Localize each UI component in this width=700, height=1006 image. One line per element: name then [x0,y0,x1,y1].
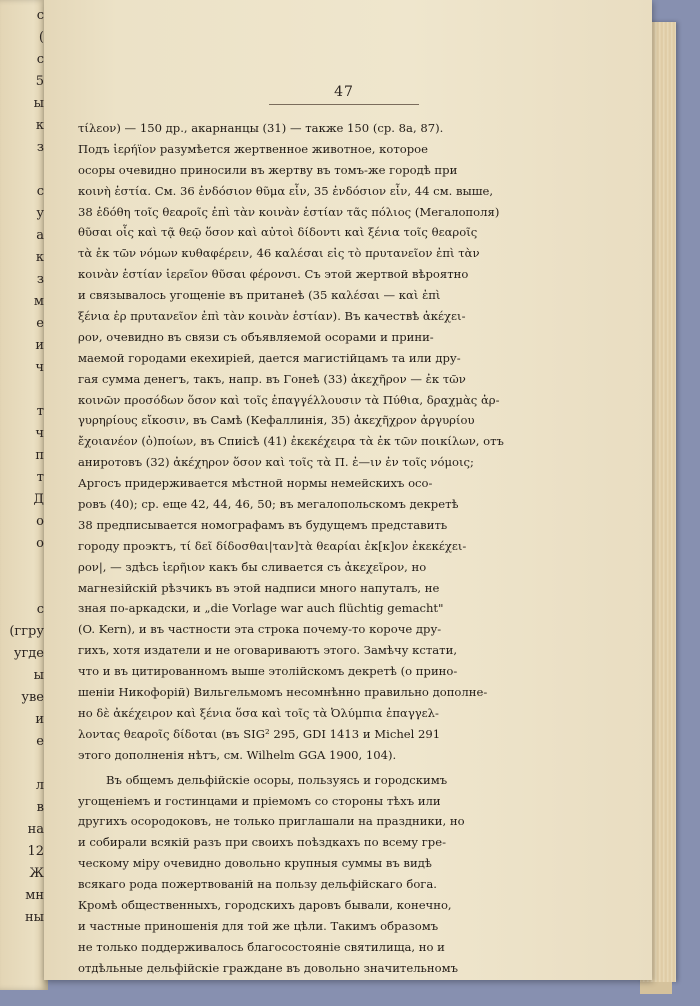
left-page-fragment: е [36,316,44,331]
text-line: отдѣльные дельфійскіе граждане въ довольно значительномъ [78,960,458,975]
text-line: 38 предписывается номографамъ въ будущемъ представить [78,517,448,532]
left-facing-page [0,0,48,990]
text-line: ξένια ἐρ πρυτανεῖον ἐπὶ τὰν κοινὰν ἑστίαν). Въ качествѣ ἀκέχει- [78,309,466,324]
left-page-fragment: з [36,272,44,287]
text-line: но δὲ ἀκέχειρον καὶ ξένια ὅσα καὶ τοῖς τὰ Ὀλύμπια ἐπαγγελ- [78,705,439,720]
left-page-fragment: м [33,294,44,309]
text-line: всякаго рода пожертвованій на пользу дельфійскаго бога. [78,877,437,892]
main-page [44,0,652,980]
left-page-fragment: к [35,118,44,133]
left-page-fragment: о [36,536,44,551]
text-line: ровъ (40); ср. еще 42, 44, 46, 50; въ мегалопольскомъ декретѣ [78,497,459,512]
left-page-fragment: к [35,250,44,265]
left-page-fragment: ( [38,30,44,45]
left-page-fragment: в [36,800,44,815]
text-line: (O. Kern), и въ частности эта строка почему-то короче дру- [78,622,442,637]
left-page-fragment: Ж [29,866,44,881]
text-line: κοινῶν προσόδων ὅσον καὶ τοῖς ἐπαγγέλλουσιν τὰ Πύθια, δραχμὰς ἀρ- [78,392,500,407]
page-number: 47 [334,84,354,100]
text-line: угощеніемъ и гостинцами и пріемомъ со стороны тѣхъ или [78,793,441,808]
left-page-fragment: з [36,140,44,155]
left-page-fragment: уве [21,690,44,705]
text-line: τὰ ἐκ τῶν νόμων κυθαφέρειν, 46 καλέσαι εἰς τὸ πρυτανεῖον ἐπὶ τὰν [78,246,480,261]
left-page-fragment: ч [35,426,44,441]
left-page-fragment: и [35,338,44,353]
left-page-fragment: с [36,602,44,617]
text-line: и связывалось угощеніе въ пританеѣ (35 καλέσαι — καὶ ἐπὶ [78,288,441,303]
text-line: гихъ, хотя издатели и не оговариваютъ этого. Замѣчу кстати, [78,643,458,658]
text-line: ческому міру очевидно довольно крупныя суммы въ видѣ [78,856,432,871]
page-number-rule [269,104,419,105]
text-line: шеніи Никофорій) Вильгельмомъ несомнѣнно правильно дополне- [78,685,488,700]
text-line: другихъ осородоковъ, не только приглашали на праздники, но [78,814,465,829]
text-body [78,118,612,979]
text-line: λοντας θεαροῖς δίδοται (въ SIG² 295, GDI 1413 и Michel 291 [78,726,441,741]
left-page-fragment: 5 [35,74,44,89]
left-page-fragment: е [36,734,44,749]
left-page-fragment: т [36,470,44,485]
left-page-fragment: т [36,404,44,419]
left-page-fragment: (ггру [9,624,44,639]
left-page-fragment: с [36,184,44,199]
text-line: аниротовъ (32) ἀκέχηρον ὅσον καὶ τοῖς τὰ Π. ἐ—ιν ἐν τοῖς νόμοις; [78,455,474,470]
text-line: 38 ἐδόθη τοῖς θεαροῖς ἐπὶ τὰν κοινὰν ἑστίαν τᾶς πόλιος (Мегалополя) [78,204,500,219]
text-line: осоры очевидно приносили въ жертву въ томъ-же городѣ при [78,162,458,177]
left-page-fragment: ны [24,910,44,925]
text-line: не только поддерживалось благосостояніе святилища, но и [78,939,445,954]
text-line: Кромѣ общественныхъ, городскихъ даровъ бывали, конечно, [78,897,452,912]
left-page-fragment: мн [25,888,44,903]
left-page-fragment: с [36,8,44,23]
left-page-fragment: 12 [27,844,44,859]
text-line: Въ общемъ дельфійскіе осоры, пользуясь и городскимъ [106,772,448,787]
left-page-fragment: л [35,778,44,793]
text-line: маемой городами екехиріей, дается магистійцамъ та или дру- [78,350,461,365]
text-line: городу проэктъ, τί δεῖ δίδοσθαι|ταν]τὰ θεαρίαι ἐκ[κ]ον ἐκεκέχει- [78,538,467,553]
left-page-fragment: и [35,712,44,727]
text-line: и частные приношенія для той же цѣли. Такимъ образомъ [78,918,439,933]
text-line: этого дополненія нѣтъ, см. Wilhelm GGA 1900, 104). [78,747,397,762]
left-page-fragment: о [36,514,44,529]
text-line: зная по-аркадски, и „die Vorlage war auch flüchtig gemacht" [78,601,444,616]
left-page-fragment: на [27,822,44,837]
text-line: κοινὴ ἑστία. См. 36 ἐνδόσιον θῦμα εἶν, 35 ἐνδόσιον εἶν, 44 см. выше, [78,183,494,198]
text-line: ρον, очевидно въ связи съ объявляемой осорами и прини- [78,329,434,344]
text-line: магнезійскій рѣзчикъ въ этой надписи много напуталъ, не [78,580,440,595]
text-line: что и въ цитированномъ выше этолійскомъ декретѣ (о прино- [78,664,458,679]
left-page-fragment: угде [13,646,44,661]
text-line: ἔχοιανέον (ὀ)ποίων, въ Спиісѣ (41) ἐκεκέχειρα τὰ ἐκ τῶν ποικίλων, отъ [78,434,504,449]
text-line: γυρηρίους εἴκοσιν, въ Самѣ (Кефаллинія, 35) ἀκεχῆχρον ἀργυρίου [78,413,475,428]
text-line: ρον|, — здѣсь ἱερῆιον какъ бы сливается съ ἀκεχεῖρον, но [78,559,427,574]
page-edges-tail [640,982,672,994]
left-page-fragment: у [36,206,44,221]
left-page-fragment: ы [33,96,44,111]
left-page-fragment: а [36,228,44,243]
left-page-fragment: ы [33,668,44,683]
text-line: и собирали всякій разъ при своихъ поѣздкахъ по всему гре- [78,835,447,850]
text-line: κοινὰν ἑστίαν ἱερεῖον θῦσαι φέρονσι. Съ этой жертвой вѣроятно [78,267,469,282]
left-page-fragment: ч [35,360,44,375]
text-line: θῦσαι οἷς καὶ τᾷ θεῷ ὅσον καὶ αὐτοὶ δίδοντι καὶ ξένια τοῖς θεαροῖς [78,225,478,240]
left-page-fragment: Д [33,492,44,507]
text-line: гая сумма денегъ, такъ, напр. въ Гонеѣ (33) ἀκεχῆρον — ἐκ τῶν [78,371,466,386]
left-page-fragment: с [36,52,44,67]
left-page-fragment: п [35,448,44,463]
text-line: τίλεον) — 150 др., акарнанцы (31) — также 150 (ср. 8а, 87). [78,121,444,135]
text-line: Аргосъ придерживается мѣстной нормы немейскихъ осо- [78,476,433,491]
text-line: Подъ ἱερήϊον разумѣется жертвенное животное, которое [78,141,428,156]
